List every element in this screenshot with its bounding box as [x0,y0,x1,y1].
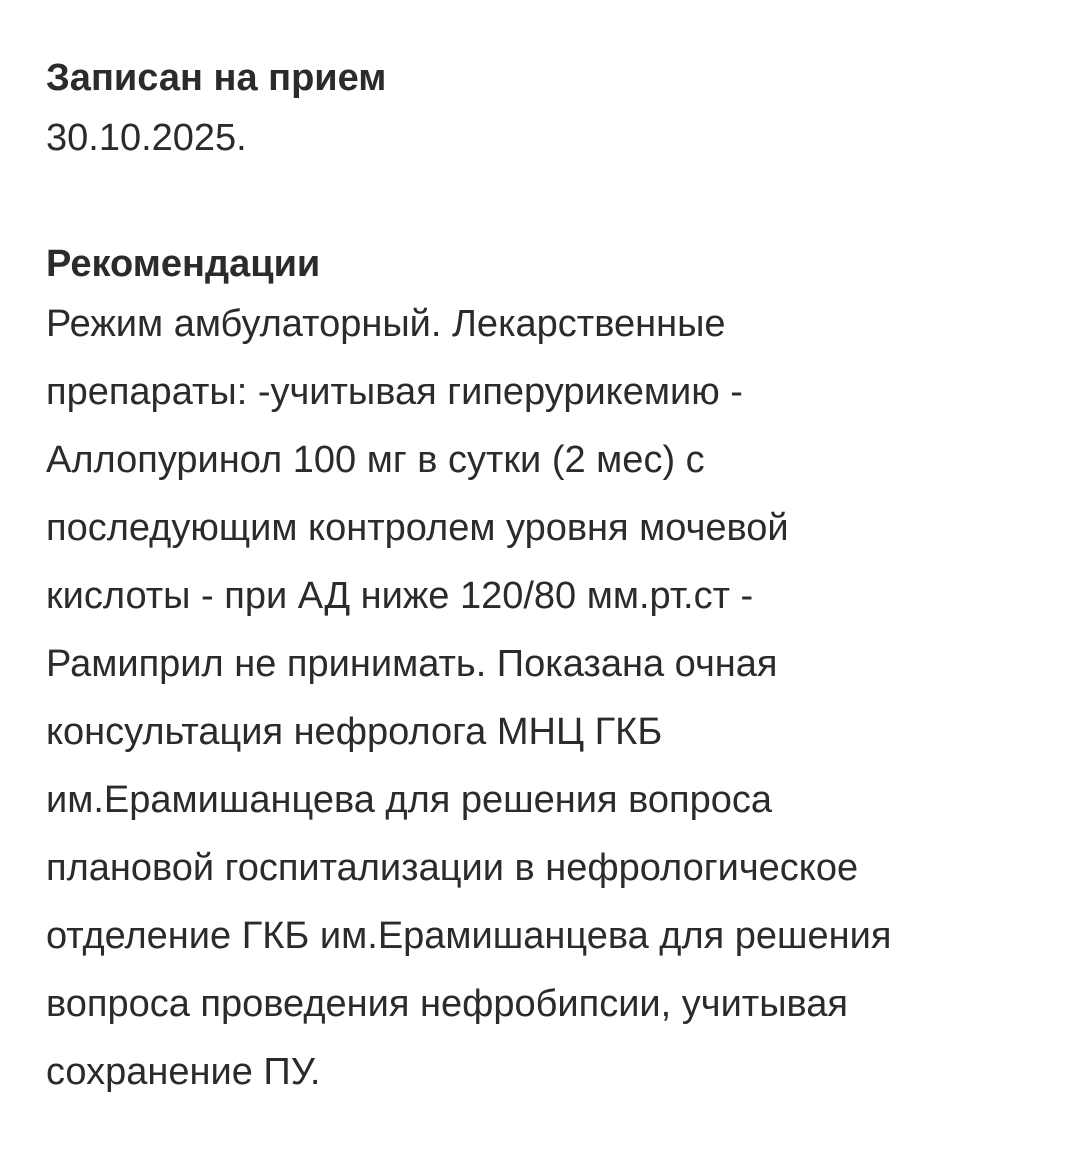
recommendations-title: Рекомендации [46,243,321,285]
recommendations-section [46,238,1046,1106]
appointment-section [46,52,1046,172]
section-spacer [46,172,1046,238]
recommendations-text: Режим амбулаторный. Лекарственные препараты: -учитывая гиперурикемию - Аллопуринол 100 мг в сутки (2 мес) с последующим контролем уровня мочевой кислоты - при АД ниже 120/80 мм.рт.ст - Рамиприл не принимать. Показана очная консультация нефролога МНЦ ГКБ им.Ерамишанцева для решения вопроса плановой госпитализации в нефрологическое отделение ГКБ им.Ерамишанцева для решения вопроса проведения нефробипсии, учитывая сохранение ПУ. [46,303,892,1093]
appointment-title: Записан на прием [46,57,387,99]
medical-record-content [46,52,1046,1106]
appointment-date: 30.10.2025. [46,117,247,159]
